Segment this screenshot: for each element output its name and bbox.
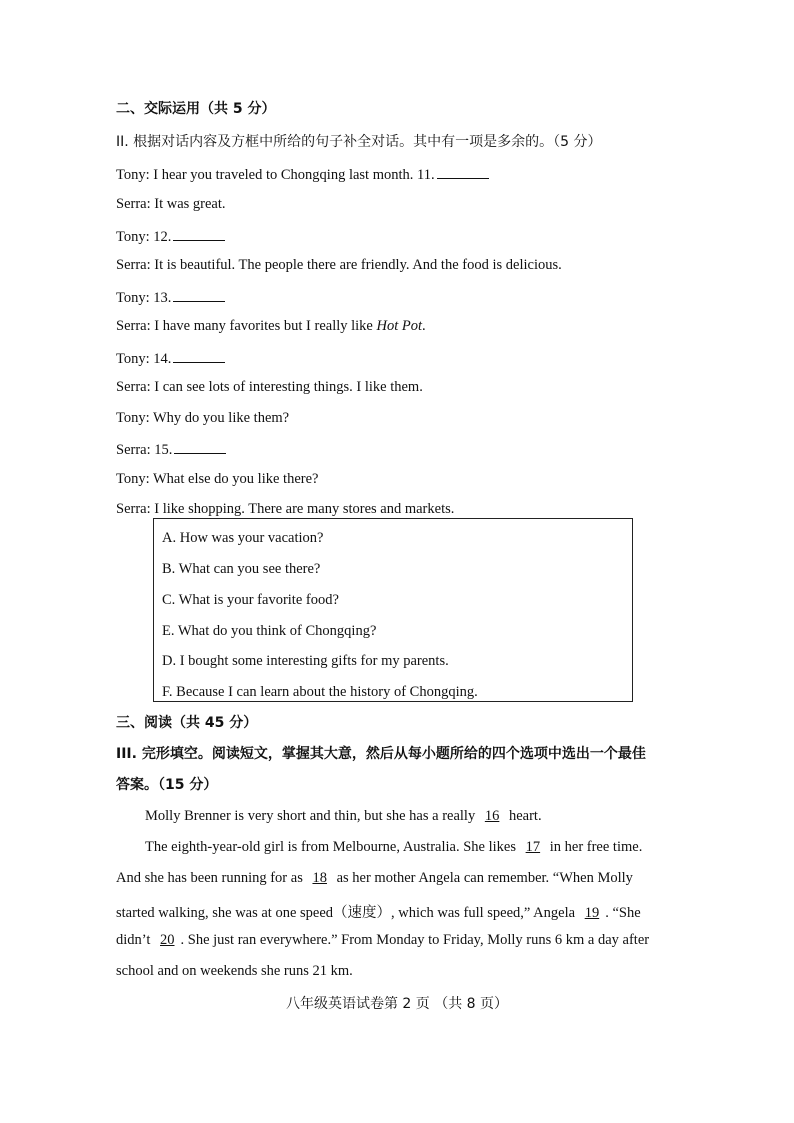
passage-line-5: didn’t 20 . She just ran everywhere.” From Monday to Friday, Molly runs 6 km a day after: [116, 932, 650, 948]
answer-blank-15[interactable]: [174, 439, 226, 454]
dialogue-line-7: Tony: 14.: [116, 348, 225, 368]
blank-18[interactable]: 18: [312, 870, 327, 886]
option-c: C. What is your favorite food?: [162, 592, 339, 608]
page-footer: 八年级英语试卷第 2 页 （共 8 页）: [285, 996, 509, 1012]
option-a: A. How was your vacation?: [162, 530, 324, 546]
option-d: D. I bought some interesting gifts for my parents.: [162, 653, 449, 669]
dialogue-line-10: Serra: 15.: [116, 439, 226, 459]
dialogue-line-8: Serra: I can see lots of interesting things. I like them.: [116, 379, 423, 395]
dialogue-line-9: Tony: Why do you like them?: [116, 410, 290, 426]
option-e: E. What do you think of Chongqing?: [162, 623, 377, 639]
passage-line-2: The eighth-year-old girl is from Melbourne, Australia. She likes 17 in her free time.: [145, 839, 643, 855]
dialogue-line-3: Tony: 12.: [116, 226, 225, 246]
answer-blank-13[interactable]: [173, 287, 225, 302]
dialogue-line-11: Tony: What else do you like there?: [116, 471, 319, 487]
option-f: F. Because I can learn about the history of Chongqing.: [162, 684, 478, 700]
dialogue-line-12: Serra: I like shopping. There are many stores and markets.: [116, 501, 455, 517]
dialogue-line-4: Serra: It is beautiful. The people there are friendly. And the food is delicious.: [116, 257, 562, 273]
section-2-title: 二、交际运用（共 5 分）: [116, 101, 276, 117]
blank-17[interactable]: 17: [525, 839, 541, 855]
section-3-instruction-2: 答案。（15 分）: [116, 777, 218, 793]
answer-blank-11[interactable]: [437, 164, 489, 179]
dialogue-line-2: Serra: It was great.: [116, 196, 226, 212]
section-2-instruction: II. 根据对话内容及方框中所给的句子补全对话。其中有一项是多余的。（5 分）: [116, 134, 602, 150]
blank-20[interactable]: 20: [160, 932, 175, 948]
blank-19[interactable]: 19: [584, 905, 600, 921]
option-b: B. What can you see there?: [162, 561, 321, 577]
dialogue-line-5: Tony: 13.: [116, 287, 225, 307]
passage-line-3: And she has been running for as 18 as her mother Angela can remember. “When Molly: [116, 870, 633, 886]
options-box: [153, 518, 633, 702]
hot-pot-italic: Hot Pot: [376, 318, 423, 334]
dialogue-line-6: Serra: I have many favorites but I really like Hot Pot.: [116, 318, 426, 334]
answer-blank-12[interactable]: [173, 226, 225, 241]
section-3-title: 三、阅读（共 45 分）: [116, 715, 258, 731]
dialogue-line-1: Tony: I hear you traveled to Chongqing last month. 11.: [116, 164, 489, 184]
answer-blank-14[interactable]: [173, 348, 225, 363]
passage-line-6: school and on weekends she runs 21 km.: [116, 963, 353, 979]
passage-line-1: Molly Brenner is very short and thin, but she has a really 16 heart.: [145, 808, 542, 824]
section-3-instruction-1: III. 完形填空。阅读短文，掌握其大意，然后从每小题所给的四个选项中选出一个最佳: [116, 746, 646, 762]
passage-line-4: started walking, she was at one speed（速度）, which was full speed,” Angela 19 . “She: [116, 905, 641, 921]
blank-16[interactable]: 16: [484, 808, 500, 824]
